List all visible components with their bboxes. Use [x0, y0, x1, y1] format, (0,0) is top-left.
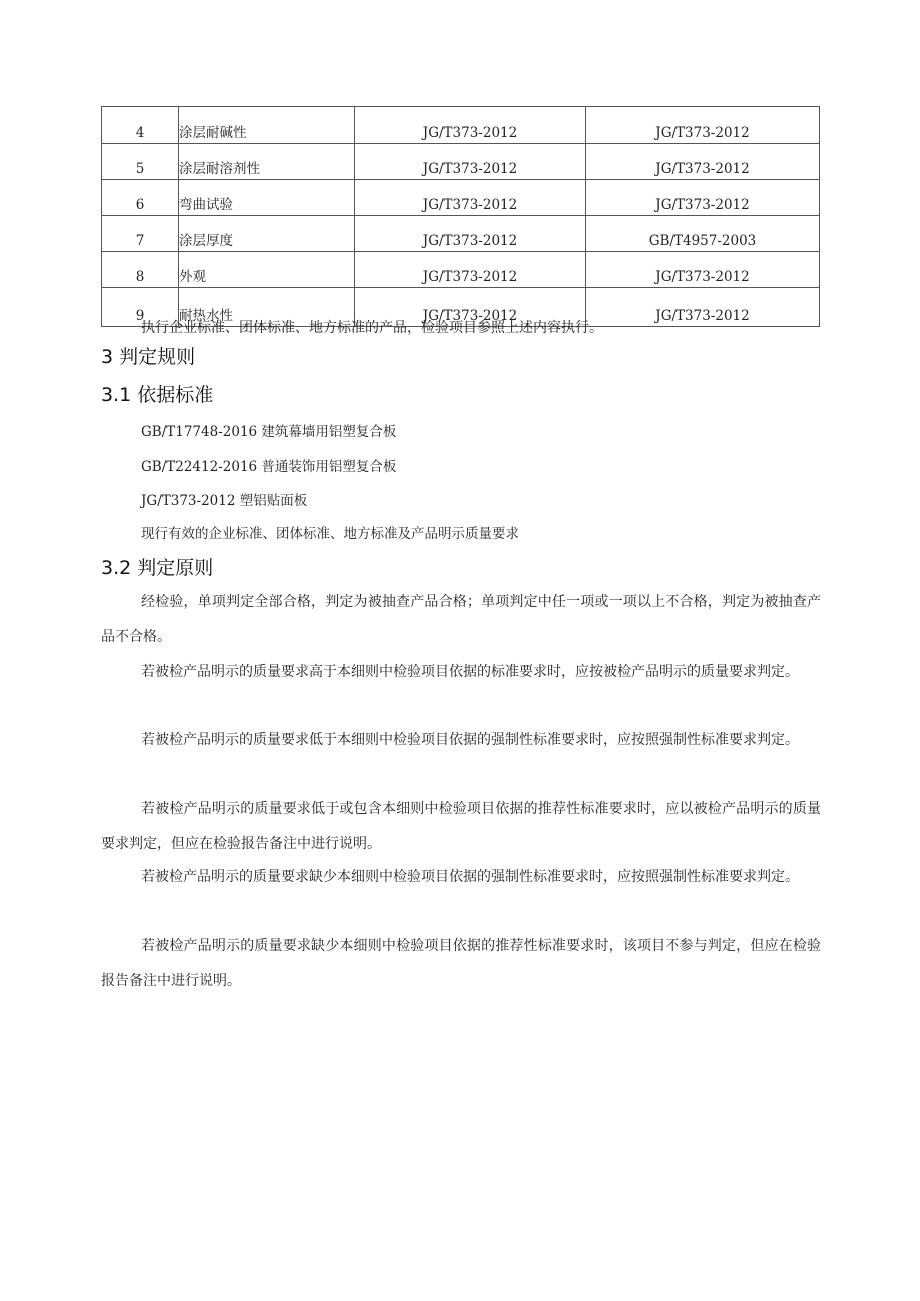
test-method: JG/T373-2012	[586, 107, 820, 144]
item-name: 外观	[179, 252, 355, 288]
item-name: 耐热水性	[179, 288, 355, 327]
principle-paragraph: 若被检产品明示的质量要求低于或包含本细则中检验项目依据的推荐性标准要求时，应以被检产品明示的质量要求判定，但应在检验报告备注中进行说明。	[101, 801, 821, 852]
item-name: 涂层厚度	[179, 216, 355, 252]
row-number: 7	[102, 216, 179, 252]
principle-paragraph: 经检验，单项判定全部合格，判定为被抽查产品合格；单项判定中任一项或一项以上不合格，判定为被抽查产品不合格。	[101, 594, 821, 645]
item-name: 涂层耐溶剂性	[179, 144, 355, 180]
table-row	[102, 144, 820, 180]
row-number: 8	[102, 252, 179, 288]
table-row	[102, 180, 820, 216]
standard-item: 现行有效的企业标准、团体标准、地方标准及产品明示质量要求	[141, 526, 519, 542]
table-note: 执行企业标准、团体标准、地方标准的产品，检验项目参照上述内容执行。	[141, 320, 603, 336]
standard-basis: JG/T373-2012	[355, 180, 586, 216]
principle-paragraph: 若被检产品明示的质量要求缺少本细则中检验项目依据的推荐性标准要求时，该项目不参与判定，但应在检验报告备注中进行说明。	[101, 938, 821, 989]
test-method: JG/T373-2012	[586, 288, 820, 327]
standard-item: GB/T17748-2016 建筑幕墙用铝塑复合板	[141, 424, 397, 440]
standard-basis: JG/T373-2012	[355, 107, 586, 144]
item-name: 弯曲试验	[179, 180, 355, 216]
standard-basis: JG/T373-2012	[355, 144, 586, 180]
row-number: 6	[102, 180, 179, 216]
section-heading-judgment-rules: 3 判定规则	[101, 346, 196, 368]
standard-basis: JG/T373-2012	[355, 252, 586, 288]
table-row	[102, 252, 820, 288]
test-method: JG/T373-2012	[586, 180, 820, 216]
principle-paragraph: 若被检产品明示的质量要求低于本细则中检验项目依据的强制性标准要求时，应按照强制性标准要求判定。	[141, 732, 799, 748]
test-method: JG/T373-2012	[586, 252, 820, 288]
standard-basis: JG/T373-2012	[355, 216, 586, 252]
row-number: 9	[102, 288, 179, 327]
test-method: JG/T373-2012	[586, 144, 820, 180]
test-method: GB/T4957-2003	[586, 216, 820, 252]
inspection-items-table	[101, 106, 820, 327]
standard-item: JG/T373-2012 塑铝贴面板	[141, 493, 308, 509]
standard-item: GB/T22412-2016 普通装饰用铝塑复合板	[141, 459, 397, 475]
principle-paragraph: 若被检产品明示的质量要求高于本细则中检验项目依据的标准要求时，应按被检产品明示的质量要求判定。	[141, 664, 799, 680]
standard-basis: JG/T373-2012	[355, 288, 586, 327]
subsection-heading-basis-standards: 3.1 依据标准	[101, 384, 214, 406]
subsection-heading-judgment-principles: 3.2 判定原则	[101, 557, 214, 579]
row-number: 5	[102, 144, 179, 180]
row-number: 4	[102, 107, 179, 144]
table-row	[102, 216, 820, 252]
principle-paragraph: 若被检产品明示的质量要求缺少本细则中检验项目依据的强制性标准要求时，应按照强制性标准要求判定。	[141, 869, 799, 885]
table-row	[102, 107, 820, 144]
item-name: 涂层耐碱性	[179, 107, 355, 144]
